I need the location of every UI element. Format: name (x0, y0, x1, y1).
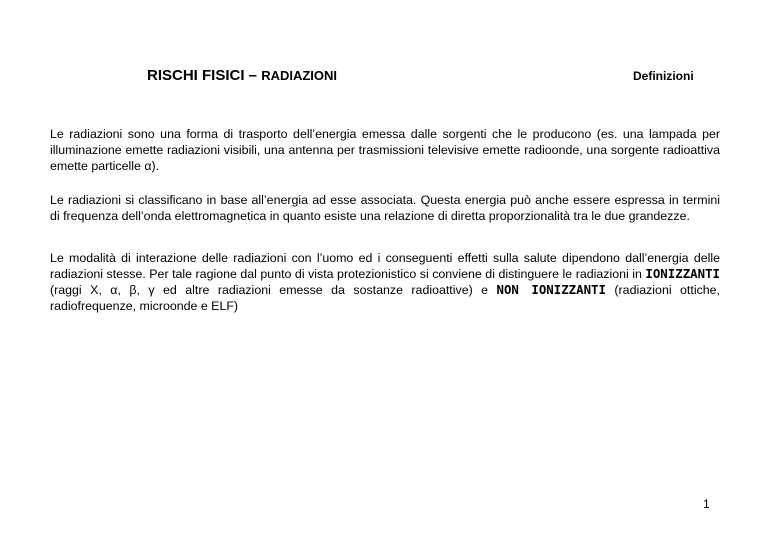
paragraph-1: Le radiazioni sono una forma di trasporto dell’energia emessa dalle sorgenti che le producono (es. una lampada per illuminazione emette radiazioni visibili, una antenna per trasmissioni televisive emette radioonde, una sorgente radioattiva emette particelle α). (50, 127, 720, 173)
title-main: RISCHI FISICI – (147, 67, 262, 84)
paragraph-3-text-3: (radiazioni ottiche, radiofrequenze, microonde e ELF) (50, 283, 720, 313)
paragraph-2: Le radiazioni si classificano in base all’energia ad esse associata. Questa energia può anche essere espressa in termini di frequenza dell’onda elettromagnetica in quanto esiste una relazione di diretta proporzionalità tra le due grandezze. (50, 193, 720, 223)
non-ionizzanti-term: NON IONIZZANTI (496, 282, 606, 297)
paragraph-3-text-1: Le modalità di interazione delle radiazioni con l’uomo ed i conseguenti effetti sulla salute dipendono dall’energia delle radiazioni stesse. Per tale ragione dal punto di vista protezionistico si conviene di distinguere le radiazioni in (50, 251, 720, 281)
title-sub: RADIAZIONI (261, 68, 338, 83)
section-label: Definizioni (633, 69, 694, 83)
ionizzanti-term: IONIZZANTI (645, 266, 720, 281)
paragraph-3-text-2: (raggi X, α, β, γ ed altre radiazioni emesse da sostanze radioattive) e (50, 283, 497, 297)
page-title (147, 67, 337, 85)
page-number: 1 (703, 497, 710, 511)
paragraph-3 (50, 250, 720, 314)
